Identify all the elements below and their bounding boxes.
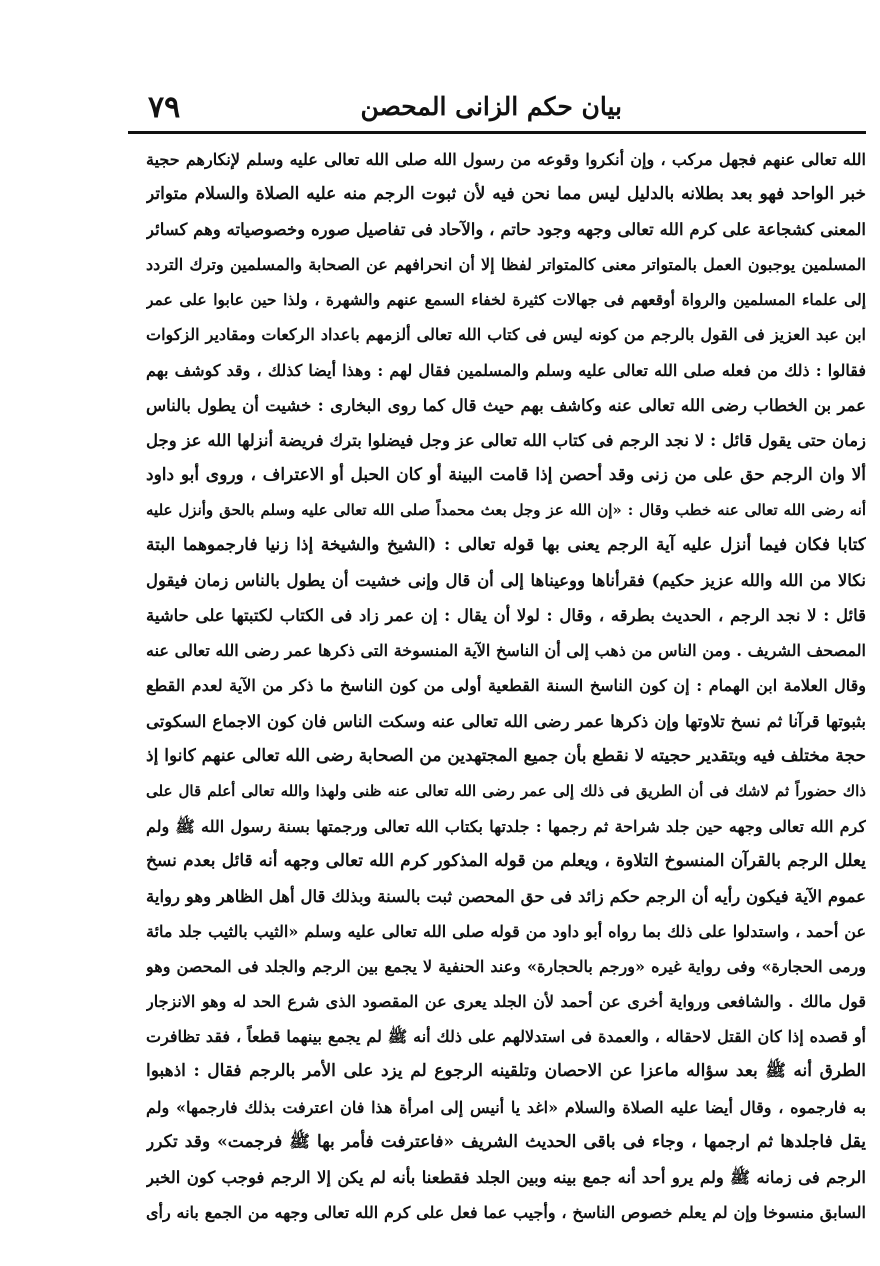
text-line: عن أحمد ، واستدلوا على ذلك بما رواه أبو داود من قوله صلى الله تعالى عليه وسلم «الثيب بالثيب جلد مائة [146, 922, 866, 942]
text-line: الله تعالى عنهم فجهل مركب ، وإن أنكروا وقوعه من رسول الله صلى الله تعالى عليه وسلم لإنكارهم حجية [146, 150, 866, 169]
text-line: ابن عبد العزيز فى القول بالرجم من كونه ليس فى كتاب الله تعالى ألزمهم باعداد الركعات ومقادير الزكوات [146, 325, 866, 345]
text-line: به فارجموه ، وقال أيضا عليه الصلاة والسلام «اغد يا أنيس إلى امرأة هذا فان اعترفت بذلك فارجمها» ولم [146, 1097, 866, 1117]
text-line: ورمى الحجارة» وفى رواية غيره «ورجم بالحجارة» وعند الحنفية لا يجمع بين الرجم والجلد فى المحصن وهو [146, 957, 866, 977]
text-line: ذاك حضوراً ثم لاشك فى أن الطريق فى ذلك إلى عمر رضى الله تعالى عنه ظنى ولهذا والله تعالى أعلم قال على [146, 781, 866, 800]
text-line: المصحف الشريف . ومن الناس من ذهب إلى أن الناسخ الآية المنسوخة التى ذكرها عمر رضى الله تعالى عنه [146, 641, 866, 661]
page-number: ٧٩ [148, 90, 181, 125]
text-line: بثبوتها قرآنا ثم نسخ تلاوتها وإن ذكرها عمر رضى الله تعالى عنه وسكت الناس فان كون الاجماع السكوتى [146, 711, 866, 731]
text-line: كرم الله تعالى وجهه حين جلد شراحة ثم رجمها : جلدتها بكتاب الله تعالى ورجمتها بسنة رسول الله ﷺ ولم [146, 816, 866, 836]
text-line: زمان حتى يقول قائل : لا نجد الرجم فى كتاب الله تعالى عز وجل فيضلوا بترك فريضة أنزلها الله عز وجل [146, 430, 866, 450]
header-divider [128, 131, 866, 134]
page-header [130, 88, 862, 130]
text-line: يعلل الرجم بالقرآن المنسوخ التلاوة ، ويعلم من قوله المذكور كرم الله تعالى وجهه أنه قائل بعدم نسخ [146, 850, 866, 871]
text-line: ألا وان الرجم حق على من زنى وقد أحصن إذا قامت البينة أو كان الحبل أو الاعتراف ، وروى أبو داود [146, 464, 866, 485]
text-line: إلى علماء المسلمين والرواة أوقعهم فى جهالات كثيرة لخفاء السمع عنهم والشهرة ، ولذا حين عابوا على عمر [146, 290, 866, 310]
text-line: حجة مختلف فيه وبتقدير حجيته لا نقطع بأن جميع المجتهدين من الصحابة رضى الله تعالى عنهم كانوا إذ [146, 745, 866, 766]
text-line: فقالوا : ذلك من فعله صلى الله تعالى عليه وسلم والمسلمين فقال لهم : وهذا أيضا كذلك ، وقد كوشف بهم [146, 360, 866, 380]
text-line: نكالا من الله والله عزيز حكيم) فقرأناها ووعيناها إلى أن قال وإنى خشيت أن يطول بالناس زمان فيقول [146, 571, 866, 591]
text-line: الرجم فى زمانه ﷺ ولم يرو أحد أنه جمع بينه وبين الجلد فقطعنا بأنه لم يكن إلا الرجم فوجب كون الخبر [146, 1167, 866, 1187]
text-line: المسلمين يوجبون العمل بالمتواتر معنى كالمتواتر لفظا إلا أن انحرافهم عن الصحابة والمسلمين وترك التردد [146, 255, 866, 275]
text-line: عمر بن الخطاب رضى الله تعالى عنه وكاشف بهم حيث قال كما روى البخارى : خشيت أن يطول بالناس [146, 395, 866, 415]
text-line: قول مالك . والشافعى ورواية أخرى عن أحمد لأن الجلد يعرى عن المقصود الذى شرع الحد له وهو الانزجار [146, 992, 866, 1012]
text-line: عموم الآية فيكون رأيه أن الرجم حكم زائد فى حق المحصن ثبت بالسنة وبذلك قال أهل الظاهر وهو رواية [146, 886, 866, 906]
text-line: يقل فاجلدها ثم ارجمها ، وجاء فى باقى الحديث الشريف «فاعترفت فأمر بها ﷺ فرجمت» وقد تكرر [146, 1131, 866, 1152]
text-line: أو قصده إذا كان القتل لاحقاله ، والعمدة فى استدلالهم على ذلك أنه ﷺ لم يجمع بينهما قطعاً ، فقد تظافرت [146, 1027, 866, 1047]
body-text [146, 142, 866, 1230]
running-title: بيان حكم الزانى المحصن [360, 92, 622, 121]
text-line: المعنى كشجاعة على كرم الله تعالى وجهه وجود حاتم ، والآحاد فى تفاصيل صوره وخصوصياته وهم كسائر [146, 220, 866, 240]
text-line: السابق منسوخا وإن لم يعلم خصوص الناسخ ، وأجيب عما فعل على كرم الله تعالى وجهه من الجمع بانه رأى [146, 1202, 866, 1222]
text-line: قائل : لا نجد الرجم ، الحديث بطرقه ، وقال : لولا أن يقال : إن عمر زاد فى الكتاب لكتبتها على حاشية [146, 606, 866, 626]
text-line: الطرق أنه ﷺ بعد سؤاله ماعزا عن الاحصان وتلقينه الرجوع لم يزد على الأمر بالرجم فقال : اذهبوا [146, 1061, 866, 1082]
text-line: خبر الواحد فهو بعد بطلانه بالدليل ليس مما نحن فيه لأن ثبوت الرجم منه عليه الصلاة والسلام متواتر [146, 184, 866, 205]
text-line: أنه رضى الله تعالى عنه خطب وقال : «إن الله عز وجل بعث محمداً صلى الله تعالى عليه وسلم بالحق وأنزل عليه [146, 500, 866, 519]
text-line: وقال العلامة ابن الهمام : إن كون الناسخ السنة القطعية أولى من كون الناسخ ما ذكر من الآية لعدم القطع [146, 676, 866, 696]
text-line: كتابا فكان فيما أنزل عليه آية الرجم يعنى بها قوله تعالى : (الشيخ والشيخة إذا زنيا فارجموهما البتة [146, 535, 866, 556]
